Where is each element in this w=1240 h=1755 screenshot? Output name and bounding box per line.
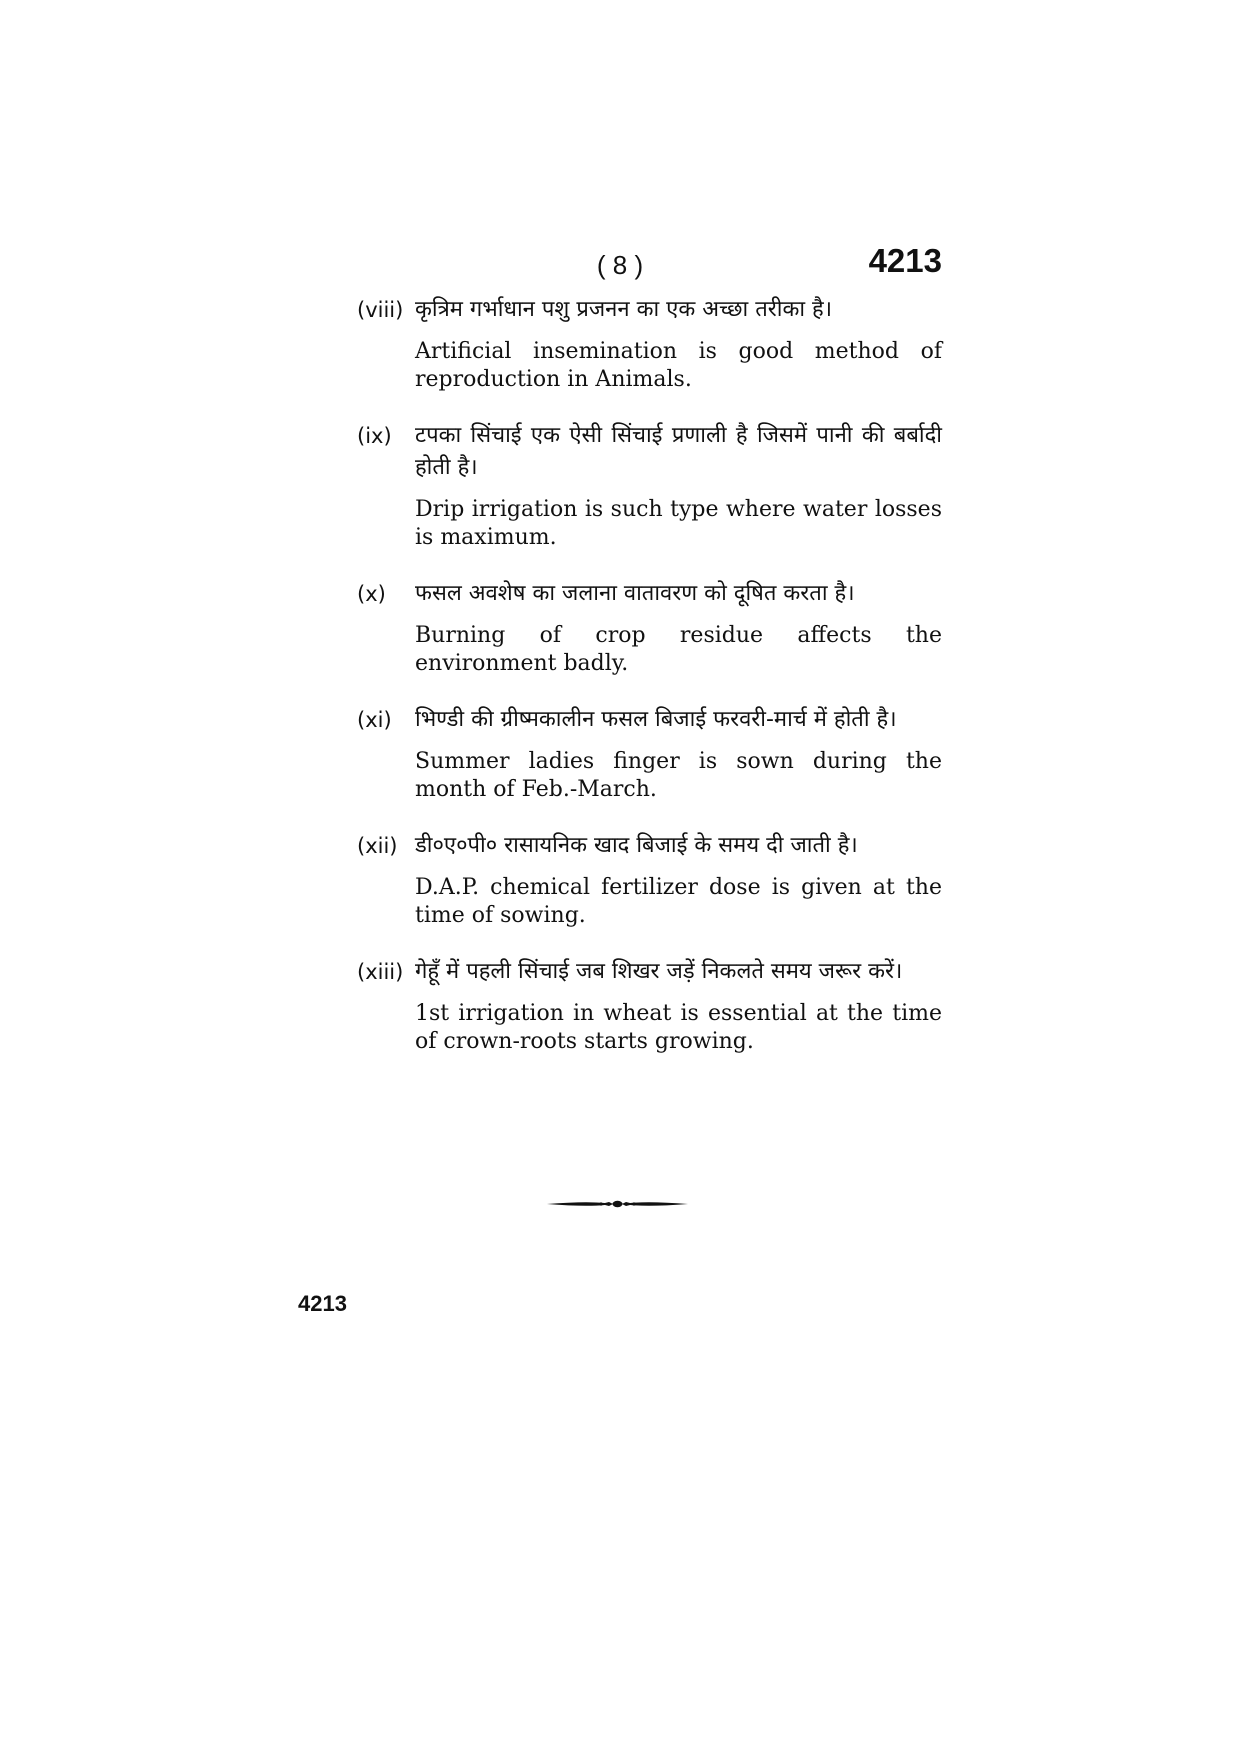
question-number: (xi)	[357, 708, 392, 732]
question-xi	[357, 704, 942, 804]
question-number: (ix)	[357, 424, 392, 448]
question-ix	[357, 420, 942, 552]
question-english-text: Drip irrigation is such type where water losses is maximum.	[415, 497, 942, 550]
question-english-text: Artificial insemination is good method of reproduction in Animals.	[415, 339, 942, 392]
question-english-text: D.A.P. chemical fertilizer dose is given at the time of sowing.	[415, 875, 942, 928]
question-number: (xii)	[357, 834, 398, 858]
question-hindi-text: टपका सिंचाई एक ऐसी सिंचाई प्रणाली है जिसमें पानी की बर्बादी होती है।	[415, 423, 942, 480]
question-english-text: Burning of crop residue affects the environment badly.	[415, 623, 942, 676]
question-xiii	[357, 956, 942, 1056]
question-english-text: Summer ladies finger is sown during the month of Feb.-March.	[415, 749, 942, 802]
question-hindi-text: गेहूँ में पहली सिंचाई जब शिखर जड़ें निकलते समय जरूर करें।	[415, 959, 903, 984]
question-viii	[357, 294, 942, 394]
question-x	[357, 578, 942, 678]
question-hindi-text: फसल अवशेष का जलाना वातावरण को दूषित करता है।	[415, 581, 855, 606]
question-xii	[357, 830, 942, 930]
question-hindi-text: भिण्डी की ग्रीष्मकालीन फसल बिजाई फरवरी-मार्च में होती है।	[415, 707, 897, 732]
end-ornament-icon	[545, 1192, 690, 1216]
question-english-text: 1st irrigation in wheat is essential at the time of crown-roots starts growing.	[415, 1001, 942, 1054]
question-number: (x)	[357, 582, 386, 606]
question-number: (xiii)	[357, 960, 404, 984]
page-number: ( 8 )	[596, 250, 644, 280]
question-hindi-text: डी०ए०पी० रासायनिक खाद बिजाई के समय दी जाती है।	[415, 833, 858, 858]
question-hindi-text: कृत्रिम गर्भाधान पशु प्रजनन का एक अच्छा तरीका है।	[415, 297, 833, 322]
question-list	[357, 294, 942, 1082]
question-number: (viii)	[357, 298, 404, 322]
paper-code-bottom: 4213	[298, 1291, 347, 1316]
paper-code-top: 4213	[868, 242, 942, 279]
